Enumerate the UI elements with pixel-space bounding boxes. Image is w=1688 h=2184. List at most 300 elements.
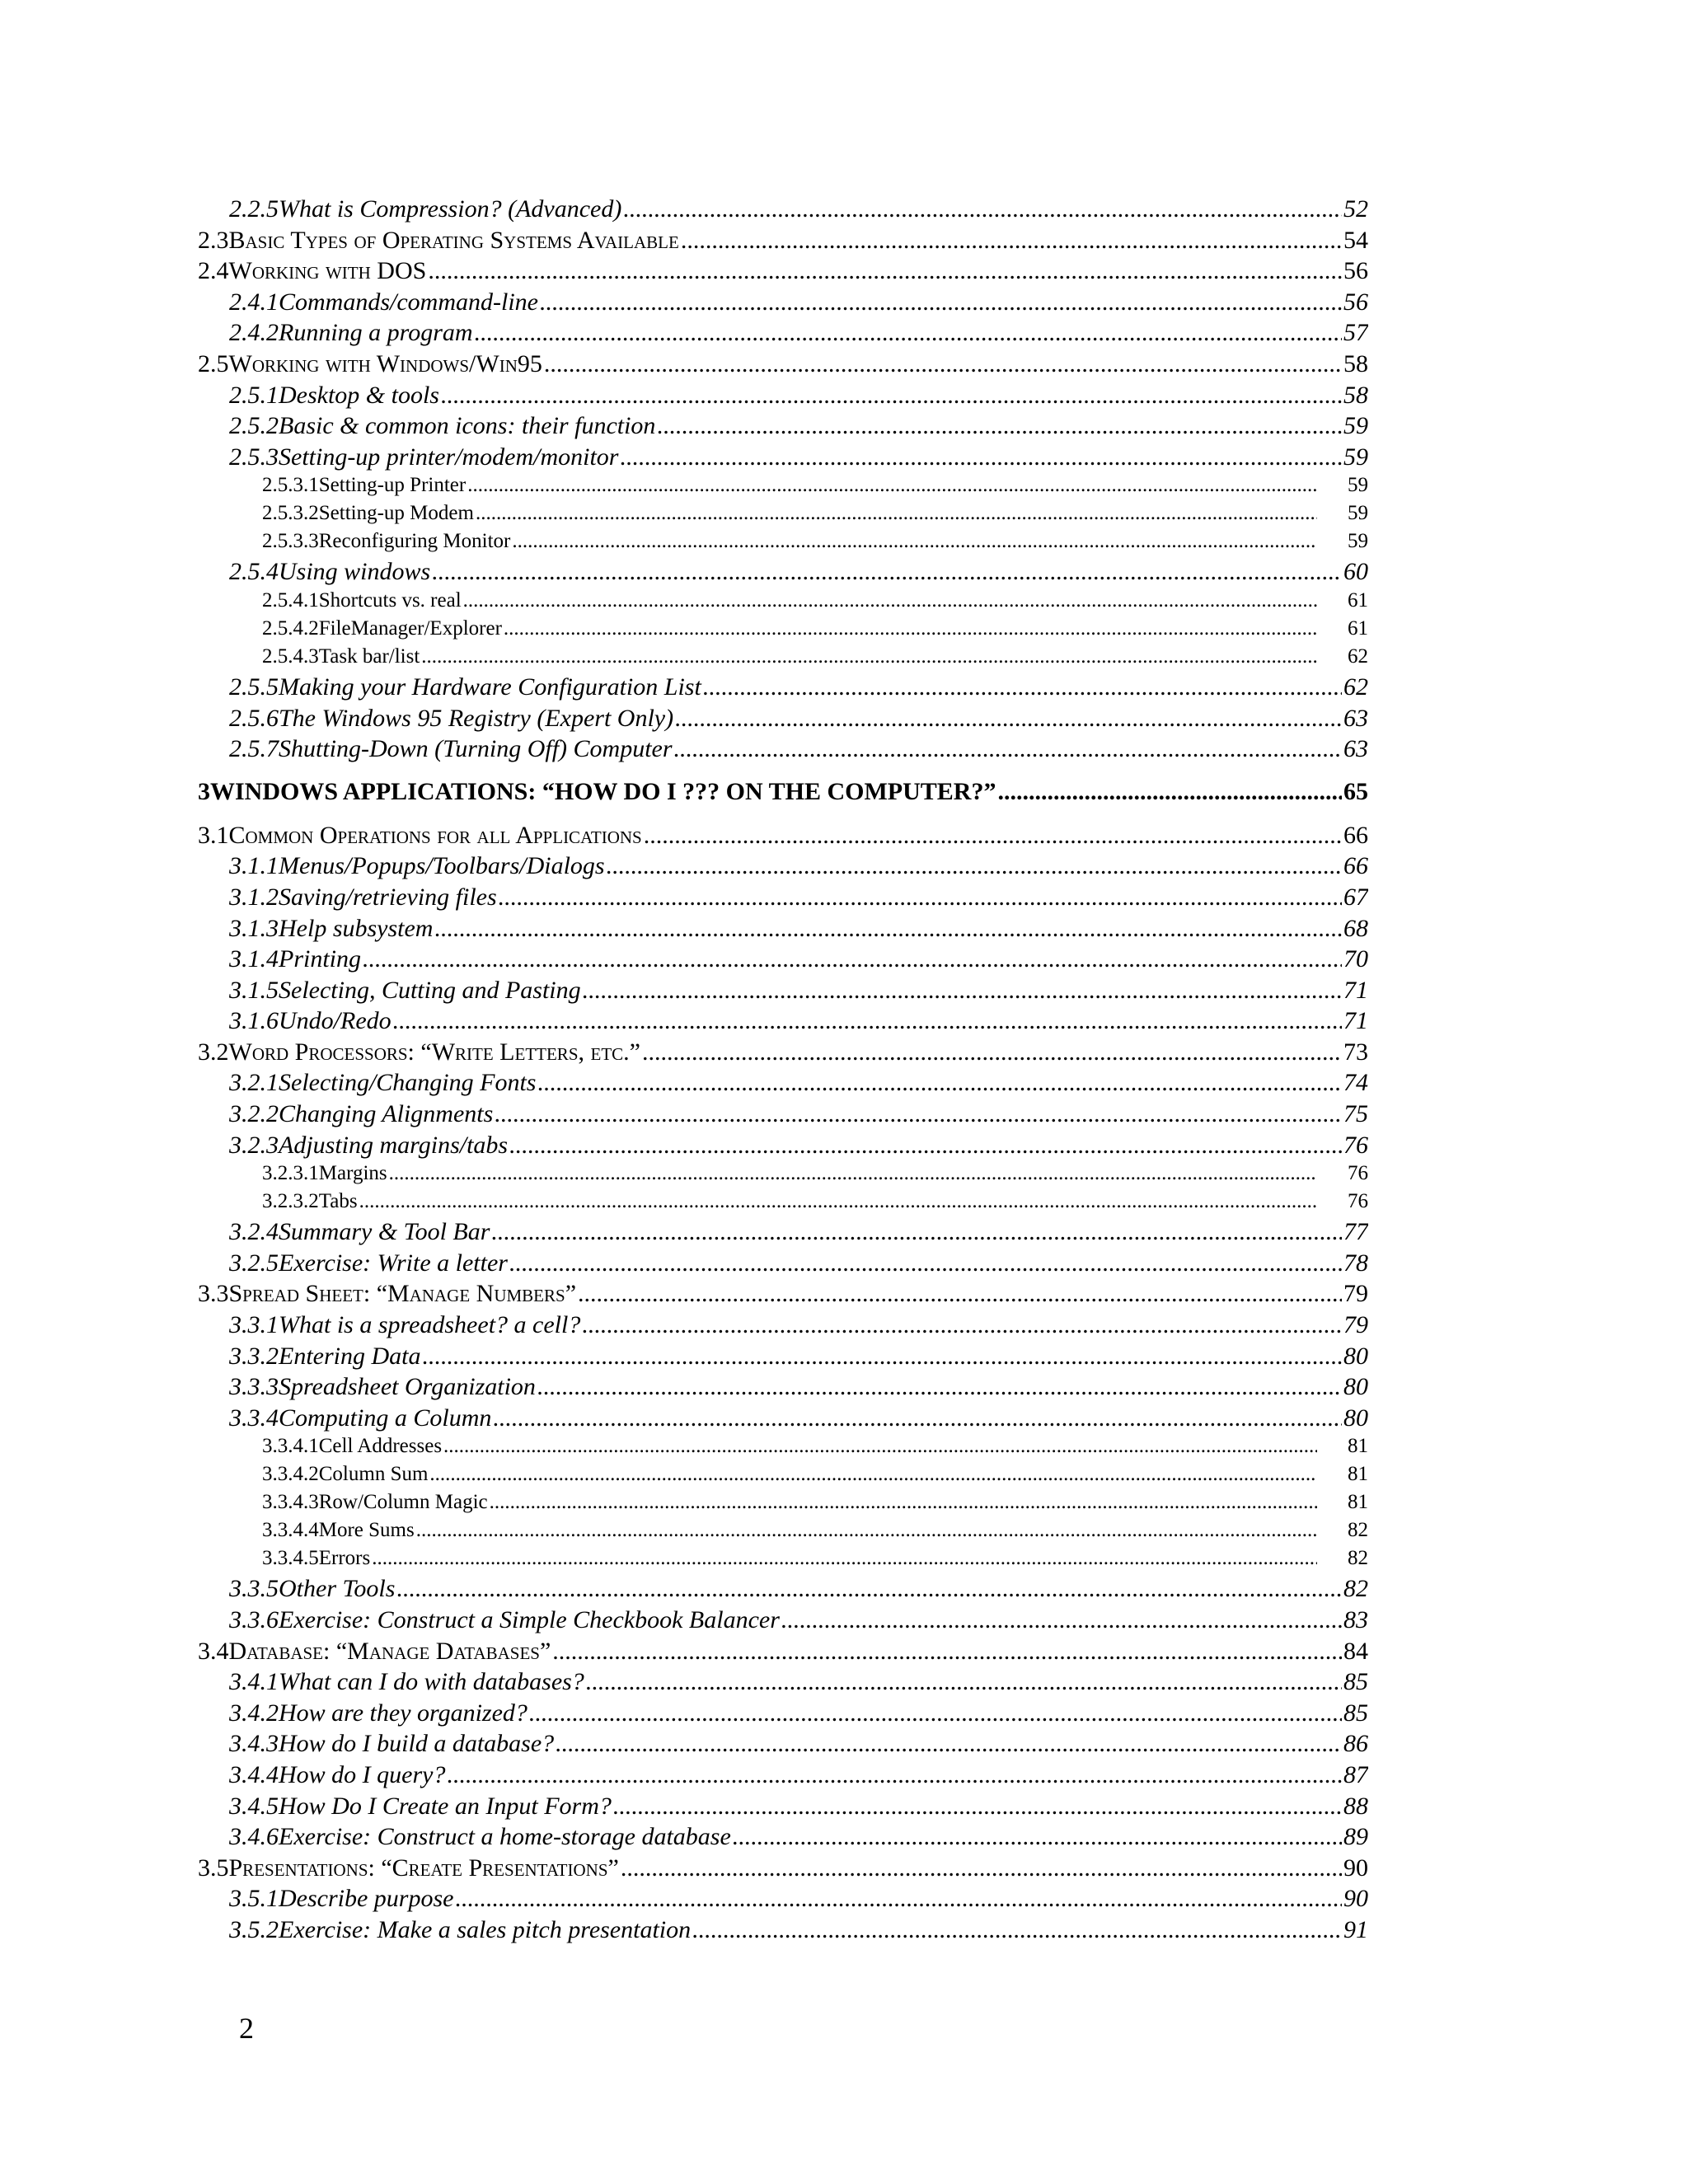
toc-entry-title	[229, 1885, 453, 1913]
toc-leader-dots	[476, 502, 1317, 525]
toc-entry-page: 80	[1343, 1342, 1368, 1370]
toc-leader-dots	[363, 945, 1342, 973]
toc-entry	[198, 1491, 1368, 1519]
toc-entry-number: 2.5.6	[229, 704, 279, 732]
toc-entry-number: 2.2.5	[229, 195, 279, 223]
toc-entry-label: Tabs	[318, 1190, 358, 1213]
toc-entry-number: 2.4	[198, 257, 229, 285]
toc-entry	[198, 617, 1368, 645]
toc-entry-number: 3.2.3.1	[262, 1162, 319, 1185]
toc-entry-label: Exercise: Make a sales pitch presentation	[279, 1915, 692, 1943]
toc-entry-page: 80	[1343, 1373, 1368, 1401]
toc-entry-page: 76	[1343, 1131, 1368, 1159]
toc-entry-page: 68	[1343, 914, 1368, 942]
toc-entry-label: FileManager/Explorer	[318, 616, 502, 640]
toc-entry-label: Selecting/Changing Fonts	[279, 1069, 537, 1097]
toc-entry-title	[229, 1699, 528, 1727]
toc-entry	[198, 382, 1368, 413]
toc-entry-number: 3.2.3	[229, 1131, 279, 1159]
toc-entry-page: 66	[1343, 821, 1368, 849]
toc-entry	[198, 1190, 1368, 1218]
toc-leader-dots	[537, 1069, 1342, 1097]
toc-entry-number: 3.3.3	[229, 1373, 279, 1401]
toc-entry	[198, 1280, 1368, 1311]
toc-entry-title	[229, 558, 430, 586]
toc-leader-dots	[416, 1519, 1317, 1542]
toc-entry	[198, 1463, 1368, 1491]
toc-entry	[198, 852, 1368, 883]
toc-entry-title	[198, 1638, 551, 1666]
toc-entry-page: 59	[1348, 530, 1368, 553]
toc-entry-label: Help subsystem	[279, 914, 434, 942]
toc-entry-label: Database: “Manage Databases”	[228, 1637, 551, 1665]
toc-entry-number: 2.5.4	[229, 558, 279, 586]
toc-leader-dots	[623, 195, 1342, 223]
toc-leader-dots	[642, 1038, 1342, 1066]
toc-entry-label: Working with Windows/Win95	[228, 349, 542, 377]
toc-entry-title	[229, 883, 497, 912]
toc-entry-label: Changing Alignments	[279, 1100, 494, 1128]
toc-entry-title	[229, 319, 473, 347]
toc-entry-title	[198, 257, 426, 285]
toc-entry-label: Selecting, Cutting and Pasting	[279, 976, 581, 1004]
toc-entry-title	[198, 350, 542, 378]
toc-entry-title	[229, 1730, 554, 1758]
toc-entry	[198, 412, 1368, 443]
toc-entry	[198, 1343, 1368, 1374]
toc-entry-number: 3.3.4.5	[262, 1547, 319, 1570]
toc-entry-title	[229, 1793, 612, 1821]
toc-entry	[198, 1854, 1368, 1886]
toc-entry-label: Margins	[318, 1162, 387, 1185]
toc-entry-label: What is a spreadsheet? a cell?	[279, 1311, 581, 1339]
toc-entry	[198, 1069, 1368, 1100]
toc-entry	[198, 288, 1368, 320]
toc-entry-page: 58	[1343, 349, 1368, 377]
toc-entry-number: 2.5.3	[229, 443, 279, 471]
toc-entry	[198, 1132, 1368, 1163]
toc-leader-dots	[443, 1435, 1317, 1458]
toc-entry-page: 82	[1343, 1575, 1368, 1603]
toc-entry-label: Describe purpose	[279, 1885, 454, 1913]
toc-leader-dots	[552, 1638, 1342, 1666]
toc-entry-title	[262, 474, 466, 497]
toc-entry	[198, 319, 1368, 350]
toc-leader-dots	[692, 1916, 1342, 1944]
toc-entry-label: Adjusting margins/tabs	[279, 1131, 509, 1159]
toc-leader-dots	[733, 1823, 1342, 1851]
toc-entry-title	[229, 705, 673, 733]
toc-entry-page: 62	[1343, 673, 1368, 701]
toc-entry-page: 90	[1343, 1854, 1368, 1882]
toc-leader-dots	[578, 1280, 1342, 1308]
toc-entry	[198, 645, 1368, 673]
toc-entry-page: 57	[1343, 319, 1368, 347]
toc-entry-label: Row/Column Magic	[318, 1491, 488, 1514]
toc-entry-label: Word Processors: “Write Letters, etc.”	[228, 1038, 640, 1066]
toc-entry-number: 3.4.2	[229, 1699, 279, 1727]
toc-entry-label: What is Compression? (Advanced)	[279, 195, 622, 223]
toc-entry-label: Using windows	[279, 558, 431, 586]
toc-entry-label: Exercise: Construct a home-storage database	[279, 1823, 731, 1851]
toc-entry-label: Spreadsheet Organization	[279, 1373, 536, 1401]
toc-entry-page: 61	[1348, 588, 1368, 612]
toc-entry-label: Computing a Column	[279, 1404, 492, 1432]
toc-entry-title	[229, 1404, 491, 1432]
toc-entry-title	[229, 852, 605, 880]
toc-entry-label: Saving/retrieving files	[279, 883, 497, 911]
toc-entry-label: What can I do with databases?	[279, 1668, 584, 1696]
toc-entry-page: 89	[1343, 1823, 1368, 1851]
toc-leader-dots	[509, 1132, 1342, 1160]
toc-entry-title	[262, 502, 474, 525]
toc-entry-page: 79	[1343, 1280, 1368, 1308]
toc-leader-dots	[393, 1007, 1342, 1035]
toc-entry-label: Shutting-Down (Turning Off) Computer	[279, 735, 673, 763]
toc-entry	[198, 1249, 1368, 1281]
toc-leader-dots	[432, 558, 1342, 586]
toc-entry-label: Printing	[279, 945, 362, 973]
toc-entry	[198, 1435, 1368, 1463]
toc-entry-title	[198, 778, 996, 806]
toc-leader-dots	[512, 530, 1317, 553]
toc-entry-title	[198, 1854, 619, 1882]
toc-entry-title	[229, 1575, 395, 1603]
toc-leader-dots	[583, 977, 1342, 1005]
toc-entry-number: 3.4.4	[229, 1760, 279, 1788]
toc-leader-dots	[613, 1793, 1342, 1821]
toc-entry-page: 76	[1348, 1162, 1368, 1185]
toc-entry-page: 67	[1343, 883, 1368, 911]
toc-entry-page: 59	[1343, 412, 1368, 440]
toc-entry-title	[262, 1463, 428, 1486]
toc-leader-dots	[423, 1343, 1343, 1371]
toc-entry-number: 2.5.4.1	[262, 588, 319, 612]
toc-entry-number: 2.5.3.2	[262, 502, 319, 525]
toc-entry-title	[198, 1280, 576, 1308]
toc-entry-number: 2.4.2	[229, 319, 279, 347]
toc-entry	[198, 1218, 1368, 1249]
toc-entry-title	[229, 412, 655, 440]
toc-entry-page: 63	[1343, 704, 1368, 732]
toc-entry-label: Setting-up Modem	[318, 502, 474, 525]
toc-entry-page: 83	[1343, 1606, 1368, 1633]
toc-entry-label: The Windows 95 Registry (Expert Only)	[279, 704, 674, 732]
toc-entry-number: 3.1	[198, 821, 229, 849]
toc-entry-page: 88	[1343, 1792, 1368, 1820]
toc-entry-title	[229, 1100, 493, 1128]
toc-entry-page: 52	[1343, 195, 1368, 223]
toc-leader-dots	[674, 735, 1342, 763]
toc-entry-number: 3.1.1	[229, 852, 279, 880]
toc-entry-number: 2.5.1	[229, 381, 279, 409]
toc-leader-dots	[499, 883, 1342, 912]
toc-entry-page: 61	[1348, 616, 1368, 640]
toc-entry-number: 3.3.4	[229, 1404, 279, 1432]
toc-entry-label: Basic Types of Operating Systems Available	[228, 226, 679, 254]
toc-entry	[198, 1699, 1368, 1731]
toc-entry	[198, 977, 1368, 1008]
toc-entry-title	[229, 443, 618, 471]
toc-entry-title	[262, 1162, 387, 1185]
toc-entry-page: 76	[1348, 1190, 1368, 1213]
toc-entry-page: 70	[1343, 945, 1368, 973]
toc-entry-number: 2.5.4.2	[262, 616, 319, 640]
toc-entry	[198, 1638, 1368, 1669]
toc-leader-dots	[781, 1606, 1342, 1634]
toc-entry-title	[262, 1519, 415, 1542]
toc-leader-dots	[467, 474, 1317, 497]
toc-entry-page: 63	[1343, 735, 1368, 763]
toc-leader-dots	[509, 1249, 1342, 1277]
toc-leader-dots	[544, 350, 1342, 378]
toc-leader-dots	[441, 382, 1342, 410]
toc-entry	[198, 589, 1368, 617]
toc-entry-page: 81	[1348, 1491, 1368, 1514]
toc-entry	[198, 1547, 1368, 1575]
toc-leader-dots	[396, 1575, 1342, 1603]
toc-entry-page: 59	[1343, 443, 1368, 471]
toc-leader-dots	[475, 319, 1342, 347]
toc-entry-title	[229, 288, 538, 316]
toc-entry-label: Undo/Redo	[279, 1007, 392, 1035]
toc-entry	[198, 227, 1368, 258]
toc-entry-page: 65	[1343, 777, 1368, 805]
toc-entry	[198, 195, 1368, 227]
toc-entry-label: Running a program	[279, 319, 473, 347]
toc-entry-number: 3.4.5	[229, 1792, 279, 1820]
toc-entry-number: 3.3.4.3	[262, 1491, 319, 1514]
toc-entry	[198, 1038, 1368, 1070]
toc-entry-title	[229, 915, 433, 943]
toc-entry-title	[229, 1916, 691, 1944]
toc-entry-label: Exercise: Construct a Simple Checkbook Balancer	[279, 1606, 780, 1633]
toc-entry-number: 3.3.4.1	[262, 1435, 319, 1458]
toc-entry-page: 75	[1343, 1100, 1368, 1128]
toc-entry-page: 54	[1343, 226, 1368, 254]
toc-entry-page: 80	[1343, 1404, 1368, 1432]
toc-entry-number: 3.1.3	[229, 914, 279, 942]
toc-entry-number: 3.4.3	[229, 1730, 279, 1758]
toc-entry	[198, 883, 1368, 915]
toc-entry	[198, 1575, 1368, 1606]
toc-entry	[198, 822, 1368, 853]
toc-entry	[198, 1007, 1368, 1038]
toc-entry-number: 2.3	[198, 226, 229, 254]
toc-leader-dots	[429, 1463, 1317, 1486]
toc-entry-label: Summary & Tool Bar	[279, 1218, 490, 1246]
toc-leader-dots	[657, 412, 1342, 440]
toc-entry-number: 3.3.2	[229, 1342, 279, 1370]
toc-entry-label: Reconfiguring Monitor	[318, 530, 511, 553]
toc-entry-title	[262, 1491, 488, 1514]
toc-entry	[198, 673, 1368, 705]
toc-entry-number: 2.4.1	[229, 288, 279, 316]
toc-leader-dots	[675, 705, 1342, 733]
toc-entry-label: Setting-up Printer	[318, 474, 467, 497]
toc-entry-title	[229, 1218, 490, 1246]
toc-entry-number: 3.3.1	[229, 1311, 279, 1339]
toc-entry	[198, 1793, 1368, 1824]
toc-entry	[198, 502, 1368, 530]
toc-entry-title	[262, 645, 420, 668]
toc-entry-page: 85	[1343, 1699, 1368, 1727]
toc-leader-dots	[493, 1404, 1342, 1432]
toc-entry-number: 3.5	[198, 1854, 229, 1882]
toc-entry-number: 3.2.5	[229, 1249, 279, 1277]
toc-entry-title	[262, 1547, 370, 1570]
toc-entry-title	[262, 1190, 358, 1213]
toc-entry	[198, 530, 1368, 558]
toc-entry-page: 86	[1343, 1730, 1368, 1758]
toc-leader-dots	[372, 1547, 1317, 1570]
toc-entry-label: Entering Data	[279, 1342, 421, 1370]
toc-entry-number: 3.2	[198, 1038, 229, 1066]
toc-entry-number: 3.2.1	[229, 1069, 279, 1097]
toc-leader-dots	[455, 1885, 1342, 1913]
toc-entry	[198, 350, 1368, 382]
toc-entry-title	[229, 1007, 392, 1035]
toc-entry-number: 2.5.5	[229, 673, 279, 701]
toc-entry-label: Spread Sheet: “Manage Numbers”	[228, 1280, 577, 1308]
toc-entry-label: Making your Hardware Configuration List	[279, 673, 701, 701]
toc-entry-page: 77	[1343, 1218, 1368, 1246]
toc-entry-page: 59	[1348, 474, 1368, 497]
toc-entry-page: 82	[1348, 1519, 1368, 1542]
toc-entry-label: More Sums	[318, 1519, 415, 1542]
toc-leader-dots	[681, 227, 1342, 255]
toc-entry-label: Menus/Popups/Toolbars/Dialogs	[279, 852, 605, 880]
toc-entry-label: Other Tools	[279, 1575, 396, 1603]
toc-entry-number: 3.4.6	[229, 1823, 279, 1851]
toc-entry-title	[229, 1373, 536, 1401]
toc-entry-number: 2.5.3.1	[262, 474, 319, 497]
toc-leader-dots	[359, 1190, 1317, 1213]
toc-entry	[198, 1730, 1368, 1761]
toc-entry-title	[262, 1435, 442, 1458]
toc-entry-label: Setting-up printer/modem/monitor	[279, 443, 619, 471]
toc-entry-number: 3.5.1	[229, 1885, 279, 1913]
toc-leader-dots	[491, 1218, 1342, 1246]
toc-entry-number: 3.4.1	[229, 1668, 279, 1696]
toc-entry-number: 3.2.2	[229, 1100, 279, 1128]
toc-entry	[198, 1162, 1368, 1190]
toc-entry	[198, 1823, 1368, 1854]
toc-entry-label: WINDOWS APPLICATIONS: “HOW DO I ??? ON THE COMPUTER?”	[210, 777, 996, 805]
toc-entry-label: How do I build a database?	[279, 1730, 555, 1758]
toc-entry-label: Desktop & tools	[279, 381, 439, 409]
toc-leader-dots	[389, 1162, 1317, 1185]
toc-leader-dots	[621, 1854, 1342, 1882]
toc-entry-page: 62	[1348, 644, 1368, 668]
toc-entry-number: 3.3.6	[229, 1606, 279, 1633]
toc-leader-dots	[504, 617, 1317, 640]
toc-entry	[198, 1311, 1368, 1343]
toc-leader-dots	[490, 1491, 1317, 1514]
toc-leader-dots	[997, 778, 1342, 806]
toc-entry-number: 3.2.3.2	[262, 1190, 319, 1213]
toc-leader-dots	[428, 257, 1342, 285]
toc-entry-page: 87	[1343, 1760, 1368, 1788]
toc-entry-title	[229, 1069, 536, 1097]
table-of-contents	[198, 195, 1368, 1947]
toc-entry	[198, 1606, 1368, 1638]
toc-entry	[198, 443, 1368, 475]
toc-entry-number: 3	[198, 777, 210, 805]
toc-entry-page: 66	[1343, 852, 1368, 880]
toc-entry-page: 82	[1348, 1547, 1368, 1570]
toc-entry	[198, 474, 1368, 502]
toc-entry-number: 2.5	[198, 349, 229, 377]
toc-entry	[198, 945, 1368, 977]
toc-entry-label: Column Sum	[318, 1463, 429, 1486]
toc-entry-label: How are they organized?	[279, 1699, 528, 1727]
toc-leader-dots	[447, 1761, 1342, 1789]
toc-entry-label: Exercise: Write a letter	[279, 1249, 508, 1277]
toc-entry-title	[262, 530, 510, 553]
toc-entry-number: 3.1.2	[229, 883, 279, 911]
page-number: 2	[239, 2012, 254, 2045]
toc-entry-label: Shortcuts vs. real	[318, 588, 462, 612]
toc-entry-page: 71	[1343, 1007, 1368, 1035]
toc-entry-number: 2.5.4.3	[262, 644, 319, 668]
toc-entry-page: 59	[1348, 502, 1368, 525]
toc-entry-number: 3.5.2	[229, 1915, 279, 1943]
toc-entry-number: 3.1.6	[229, 1007, 279, 1035]
toc-entry-label: Commands/command-line	[279, 288, 538, 316]
toc-entry	[198, 1668, 1368, 1699]
toc-entry-title	[229, 1343, 421, 1371]
toc-entry	[198, 778, 1368, 811]
toc-entry-page: 81	[1348, 1435, 1368, 1458]
toc-leader-dots	[421, 645, 1317, 668]
toc-entry	[198, 705, 1368, 736]
toc-entry	[198, 735, 1368, 766]
toc-leader-dots	[540, 288, 1342, 316]
toc-entry-title	[229, 945, 361, 973]
toc-entry-title	[229, 1823, 731, 1851]
toc-entry-label: Cell Addresses	[318, 1435, 443, 1458]
toc-leader-dots	[495, 1100, 1342, 1128]
toc-leader-dots	[703, 673, 1342, 701]
toc-entry	[198, 1916, 1368, 1947]
toc-entry-page: 56	[1343, 257, 1368, 285]
toc-entry-number: 3.4	[198, 1637, 229, 1665]
toc-entry-page: 56	[1343, 288, 1368, 316]
toc-entry-page: 60	[1343, 558, 1368, 586]
toc-entry-page: 85	[1343, 1668, 1368, 1696]
toc-leader-dots	[586, 1668, 1342, 1696]
toc-entry-title	[229, 977, 581, 1005]
toc-entry	[198, 915, 1368, 946]
toc-leader-dots	[556, 1730, 1342, 1758]
toc-entry-page: 79	[1343, 1311, 1368, 1339]
toc-entry-title	[229, 195, 621, 223]
toc-entry-title	[262, 589, 462, 612]
toc-entry-label: Task bar/list	[318, 644, 420, 668]
toc-entry-title	[198, 822, 642, 850]
toc-entry-page: 73	[1343, 1038, 1368, 1066]
toc-entry-number: 2.5.2	[229, 412, 279, 440]
toc-entry-page: 71	[1343, 976, 1368, 1004]
toc-entry-label: How Do I Create an Input Form?	[279, 1792, 612, 1820]
toc-entry-title	[198, 227, 679, 255]
toc-leader-dots	[644, 822, 1342, 850]
toc-entry-page: 84	[1343, 1637, 1368, 1665]
toc-entry	[198, 1404, 1368, 1436]
toc-entry-title	[229, 1311, 580, 1339]
toc-leader-dots	[537, 1373, 1342, 1401]
